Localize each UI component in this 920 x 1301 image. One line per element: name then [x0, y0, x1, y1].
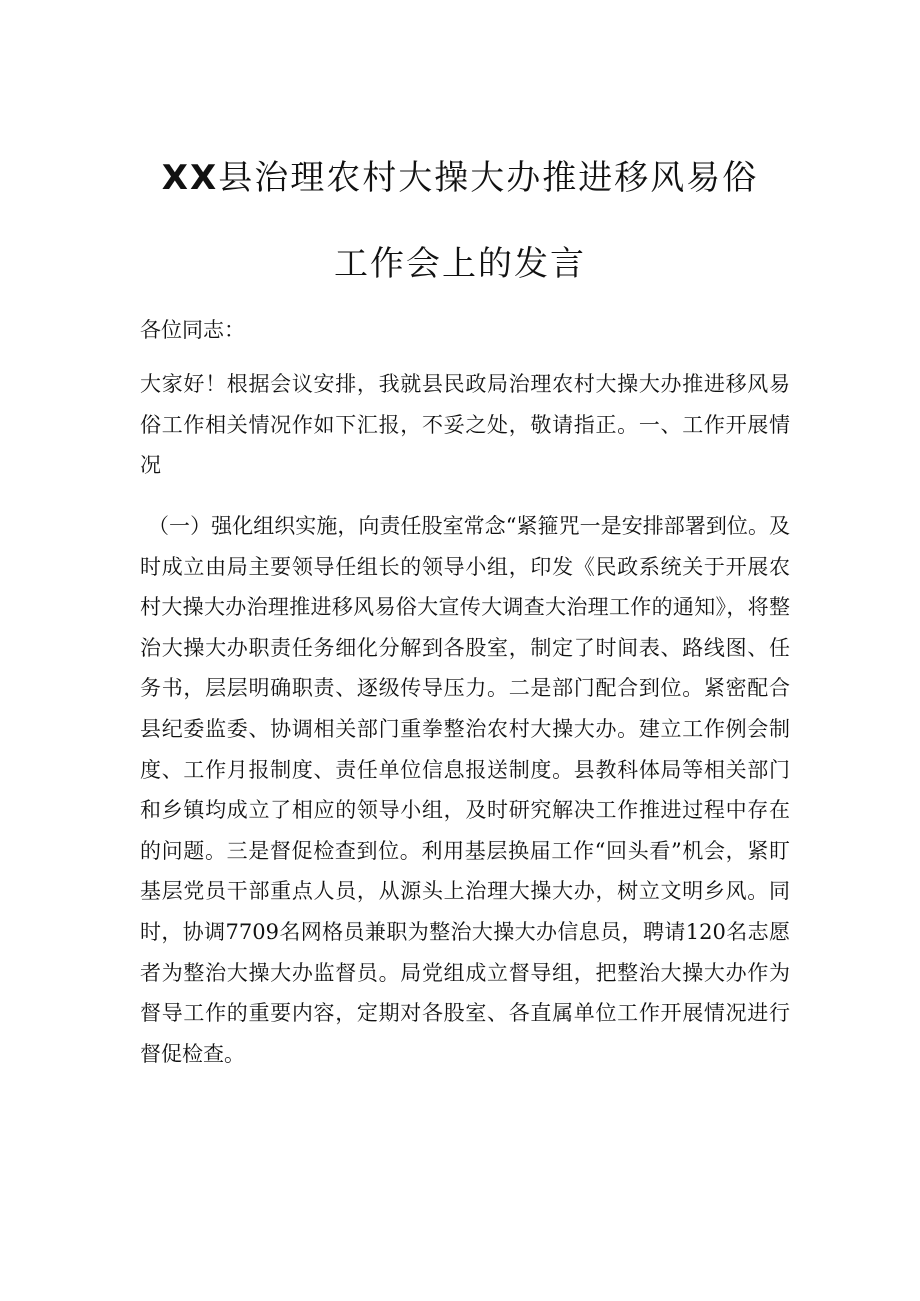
title-prefix: XX [161, 158, 219, 198]
document-title-line-2: 工作会上的发言 [334, 244, 586, 284]
paragraph-organization: （一）强化组织实施，向责任股室常念“紧箍咒一是安排部署到位。及时成立由局主要领导任组长的领导小组，印发《民政系统关于开展农村大操大办治理推进移风易俗大宣传大调查大治理工作的通知》，将整治大操大办职责任务细化分解到各股室，制定了时间表、路线图、任务书，层层明确职责、逐级传导压力。二是部门配合到位。紧密配合县纪委监委、协调相关部门重拳整治农村大操大办。建立工作例会制度、工作月报制度、责任单位信息报送制度。县教科体局等相关部门和乡镇均成立了相应的领导小组，及时研究解决工作推进过程中存在的问题。三是督促检查到位。利用基层换届工作“回头看”机会，紧盯基层党员干部重点人员，从源头上治理大操大办，树立文明乡风。同时，协调7709名网格员兼职为整治大操大办信息员，聘请120名志愿者为整治大操大办监督员。局党组成立督导组，把整治大操大办作为督导工作的重要内容，定期对各股室、各直属单位工作开展情况进行督促检查。 [140, 514, 790, 1066]
document-title-line-1 [0, 150, 920, 199]
salutation: 各位同志： [140, 318, 245, 342]
paragraph-greeting: 大家好！根据会议安排，我就县民政局治理农村大操大办推进移风易俗工作相关情况作如下汇报，不妥之处，敬请指正。一、工作开展情况 [140, 372, 790, 478]
title-line-1-text: 县治理农村大操大办推进移风易俗 [218, 158, 759, 198]
